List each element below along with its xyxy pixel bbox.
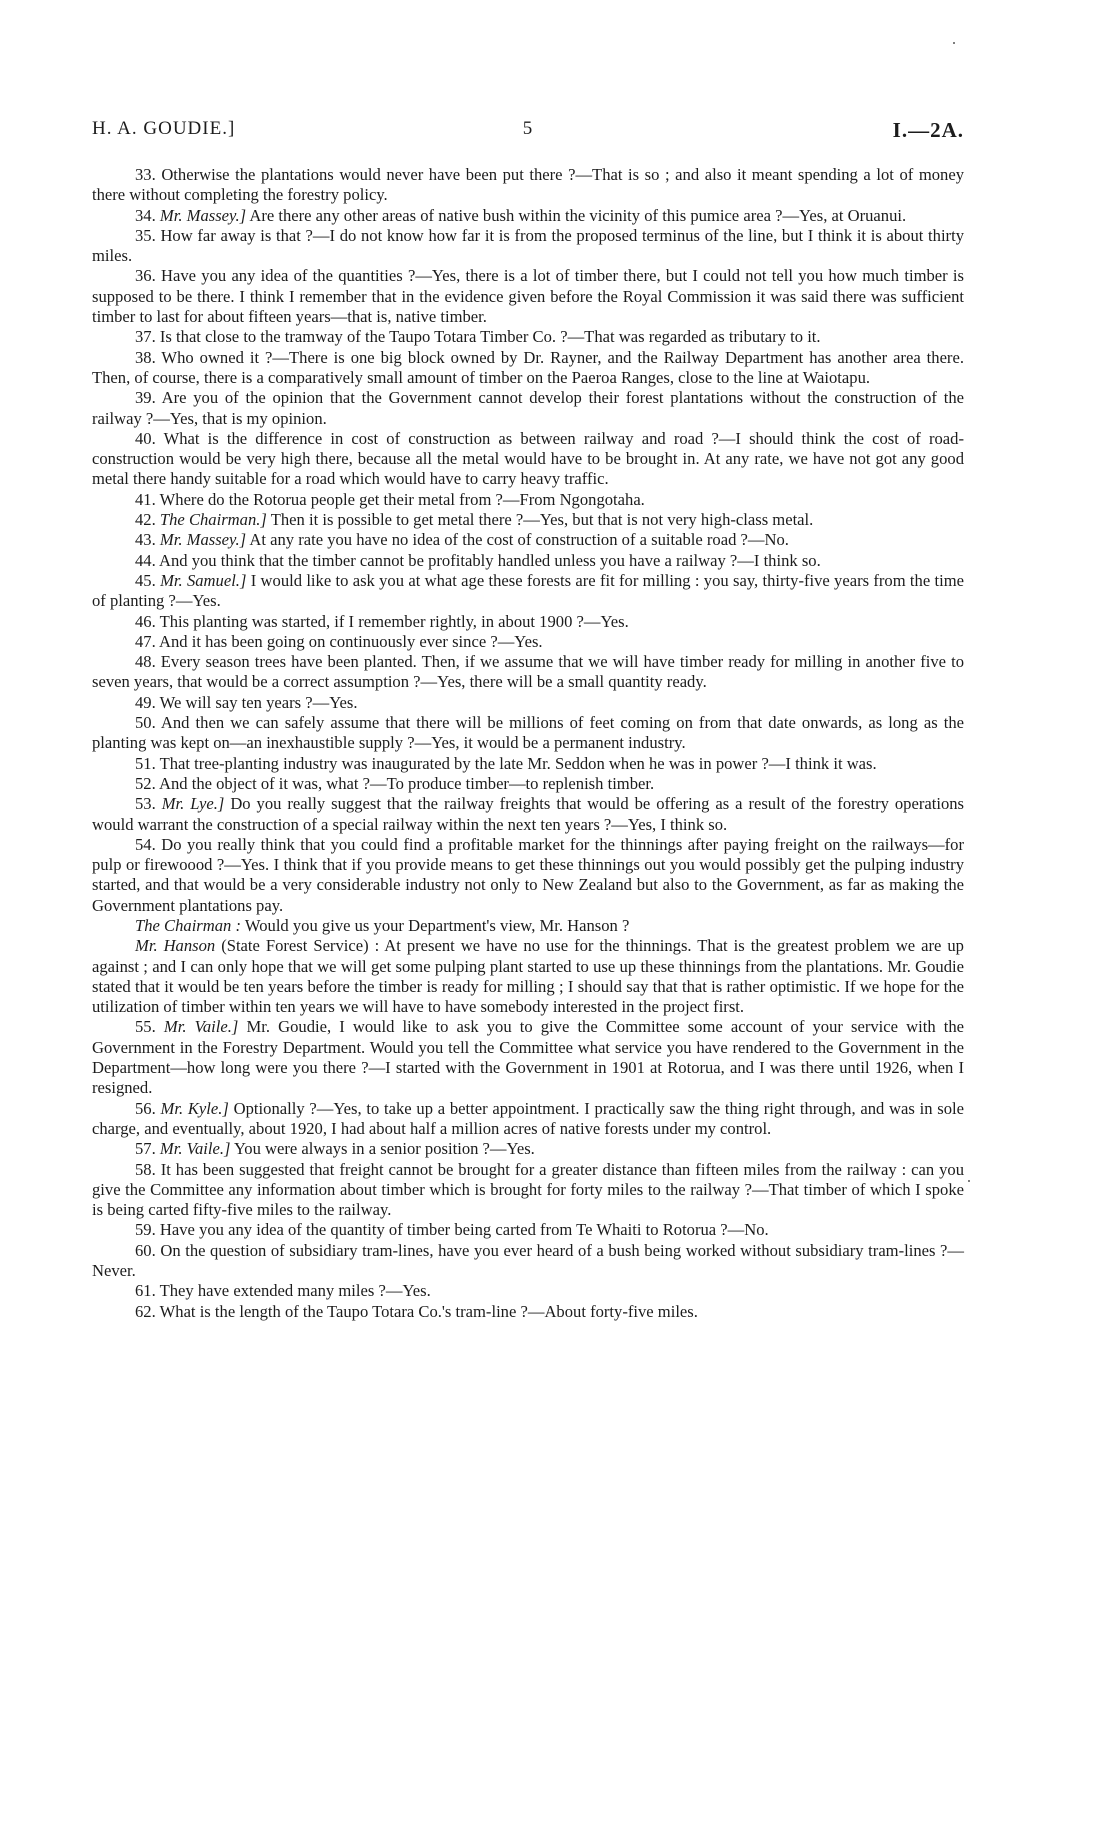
question-number: 56. xyxy=(135,1098,156,1118)
question-number: 57. xyxy=(135,1139,156,1159)
transcript-paragraph xyxy=(92,206,964,226)
question-number: 43. xyxy=(135,530,156,550)
speaker-name: Mr. Samuel.] xyxy=(160,570,247,590)
document-reference: I.—2A. xyxy=(892,118,964,142)
question-number: 58. xyxy=(135,1159,156,1179)
transcript-paragraph xyxy=(92,713,964,754)
speaker-name: Mr. Hanson xyxy=(135,936,216,956)
transcript-paragraph xyxy=(92,1017,964,1098)
question-number: 36. xyxy=(135,266,156,286)
transcript-paragraph xyxy=(92,348,964,389)
paragraph-text: Do you really suggest that the railway freights that would be offering as a result of the forestry operations would warrant the construction of a special railway within the next ten years ?—Yes, I think so. xyxy=(92,794,964,834)
paragraph-text: And then we can safely assume that there will be millions of feet coming on from that date onwards, as long as the planting was kept on—an inexhaustible supply ?—Yes, it would be a permanent industry. xyxy=(92,713,964,753)
question-number: 53. xyxy=(135,794,156,814)
question-number: 61. xyxy=(135,1281,156,1301)
transcript-paragraph xyxy=(92,510,964,530)
question-number: 47. xyxy=(135,631,156,651)
transcript-paragraph xyxy=(92,1241,964,1282)
question-number: 52. xyxy=(135,773,156,793)
paragraph-text: We will say ten years ?—Yes. xyxy=(159,692,358,712)
transcript-paragraph xyxy=(92,1099,964,1140)
paragraph-text: Mr. Goudie, I would like to ask you to give the Committee some account of your service with the Government in the Forestry Department. Would you tell the Committee what service you have rendered to the Government in the Department—how long were you there ?—I started with the Government in 1901 at Rotorua, and I was there until 1926, when I resigned. xyxy=(92,1017,964,1098)
question-number: 41. xyxy=(135,489,156,509)
page-number: 5 xyxy=(522,118,534,139)
transcript-paragraph xyxy=(92,429,964,490)
question-number: 33. xyxy=(135,165,156,184)
transcript-paragraph xyxy=(92,226,964,267)
transcript-paragraph xyxy=(92,693,964,713)
paragraph-text: Every season trees have been planted. Then, if we assume that we will have timber ready for milling in another five to seven years, that would be a correct assumption ?—Yes, there will be a small quantity ready. xyxy=(92,652,964,692)
transcript-paragraph xyxy=(92,1220,964,1240)
transcript-paragraph xyxy=(92,551,964,571)
paragraph-text: On the question of subsidiary tram-lines, have you ever heard of a bush being worked without subsidiary tram-lines ?—Never. xyxy=(92,1240,964,1281)
speaker-name: Mr. Vaile.] xyxy=(163,1017,239,1037)
question-number: 38. xyxy=(135,347,156,367)
question-number: 54. xyxy=(135,834,156,854)
question-number: 51. xyxy=(135,753,156,773)
question-number: 44. xyxy=(135,550,156,570)
question-number: 34. xyxy=(135,205,156,225)
transcript-paragraph xyxy=(92,612,964,632)
question-number: 37. xyxy=(135,327,156,347)
paragraph-text: Have you any idea of the quantity of timber being carted from Te Whaiti to Rotorua ?—No. xyxy=(159,1220,769,1240)
transcript-body xyxy=(92,165,964,1322)
transcript-paragraph xyxy=(92,1281,964,1301)
question-number: 45. xyxy=(135,570,156,590)
question-number: 55. xyxy=(135,1017,156,1037)
paragraph-text: How far away is that ?—I do not know how far it is from the proposed terminus of the line, but I think it is about thirty miles. xyxy=(92,225,964,266)
paragraph-text: Where do the Rotorua people get their metal from ?—From Ngongotaha. xyxy=(159,489,645,509)
transcript-paragraph xyxy=(92,916,964,936)
scan-speck xyxy=(968,1180,970,1182)
paragraph-text: You were always in a senior position ?—Yes. xyxy=(233,1139,535,1159)
transcript-paragraph xyxy=(92,774,964,794)
paragraph-text: At any rate you have no idea of the cost of construction of a suitable road ?—No. xyxy=(249,530,789,550)
paragraph-text: And you think that the timber cannot be profitably handled unless you have a railway ?—I think so. xyxy=(158,550,821,570)
paragraph-text: I would like to ask you at what age these forests are fit for milling : you say, thirty-five years from the time of planting ?—Yes. xyxy=(92,570,964,611)
question-number: 50. xyxy=(135,713,156,733)
transcript-paragraph xyxy=(92,266,964,327)
paragraph-text: Are there any other areas of native bush within the vicinity of this pumice area ?—Yes, at Oruanui. xyxy=(249,205,907,225)
paragraph-text: What is the difference in cost of construction as between railway and road ?—I should think the cost of road-construction would be very high there, because all the metal would have to be brought in. At any rate, we have not got any good metal there handy suitable for a road which would have to carry heavy traffic. xyxy=(92,428,964,489)
paragraph-text: What is the length of the Taupo Totara Co.'s tram-line ?—About forty-five miles. xyxy=(159,1301,698,1321)
paragraph-text: Have you any idea of the quantities ?—Yes, there is a lot of timber there, but I could not tell you how much timber is supposed to be there. I think I remember that in the evidence given before the Royal Commission it was said there was sufficient timber to last for about fifteen years—that is, native timber. xyxy=(92,266,964,327)
transcript-paragraph xyxy=(92,652,964,693)
transcript-paragraph xyxy=(92,754,964,774)
transcript-paragraph xyxy=(92,835,964,916)
speaker-name: Mr. Massey.] xyxy=(159,205,247,225)
question-number: 40. xyxy=(135,428,156,448)
paragraph-text: (State Forest Service) : At present we have no use for the thinnings. That is the greatest problem we are up against ; and I can only hope that we will get some pulping plant started to use up these thinnings from the plantations. Mr. Goudie stated that it would be ten years before the timber is ready for milling ; I should say that that is rather optimistic. If we hope for the utilization of timber within ten years we will have to have somebody interested in the project first. xyxy=(92,936,964,1017)
paragraph-text: It has been suggested that freight cannot be brought for a greater distance than fifteen miles from the railway : can you give the Committee any information about timber which is brought for forty miles to the railway ?—That timber of which I spoke is being carted fifty-five miles to the railway. xyxy=(92,1159,964,1220)
speaker-name: Mr. Massey.] xyxy=(159,530,247,550)
paragraph-text: Who owned it ?—There is one big block owned by Dr. Rayner, and the Railway Department has another area there. Then, of course, there is a comparatively small amount of timber on the Paeroa Ranges, close to the line at Waiotapu. xyxy=(92,347,964,387)
transcript-paragraph xyxy=(92,571,964,612)
question-number: 49. xyxy=(135,692,156,712)
paragraph-text: Would you give us your Department's view, Mr. Hanson ? xyxy=(244,915,630,935)
speaker-name: Mr. Vaile.] xyxy=(159,1139,231,1159)
question-number: 39. xyxy=(135,388,156,408)
question-number: 62. xyxy=(135,1301,156,1321)
paragraph-text: Otherwise the plantations would never have been put there ?—That is so ; and also it meant spending a lot of money there without completing the forestry policy. xyxy=(92,165,964,205)
paragraph-text: Optionally ?—Yes, to take up a better appointment. I practically saw the thing right through, and was in sole charge, and eventually, about 1920, I had about half a million acres of native forests under my control. xyxy=(92,1098,965,1138)
paragraph-text: That tree-planting industry was inaugurated by the late Mr. Seddon when he was in power ?—I think it was. xyxy=(159,753,877,773)
question-number: 42. xyxy=(135,510,156,530)
paragraph-text: And it has been going on continuously ever since ?—Yes. xyxy=(158,631,543,651)
paragraph-text: Are you of the opinion that the Government cannot develop their forest plantations without the construction of the railway ?—Yes, that is my opinion. xyxy=(92,388,964,428)
page-header xyxy=(92,118,964,146)
question-number: 35. xyxy=(135,225,156,245)
paragraph-text: And the object of it was, what ?—To produce timber—to replenish timber. xyxy=(158,773,655,793)
speaker-name: Mr. Kyle.] xyxy=(160,1098,229,1118)
transcript-paragraph xyxy=(92,1160,964,1221)
paragraph-text: They have extended many miles ?—Yes. xyxy=(159,1281,431,1301)
transcript-paragraph xyxy=(92,794,964,835)
header-witness-name: H. A. GOUDIE.] xyxy=(92,118,236,139)
transcript-paragraph xyxy=(92,388,964,429)
transcript-paragraph xyxy=(92,530,964,550)
paragraph-text: Is that close to the tramway of the Taupo Totara Timber Co. ?—That was regarded as tributary to it. xyxy=(159,327,821,347)
transcript-paragraph xyxy=(92,327,964,347)
question-number: 60. xyxy=(135,1240,156,1260)
transcript-paragraph xyxy=(92,490,964,510)
transcript-paragraph xyxy=(92,1139,964,1159)
question-number: 59. xyxy=(135,1220,156,1240)
paragraph-text: This planting was started, if I remember rightly, in about 1900 ?—Yes. xyxy=(159,611,629,631)
speaker-name: Mr. Lye.] xyxy=(161,794,225,814)
transcript-paragraph xyxy=(92,165,964,206)
speaker-name: The Chairman.] xyxy=(159,510,267,530)
question-number: 46. xyxy=(135,611,156,631)
speaker-name: The Chairman : xyxy=(135,915,242,935)
paragraph-text: Do you really think that you could find a profitable market for the thinnings after paying freight on the railways—for pulp or firewoood ?—Yes. I think that if you provide means to get these thinnings out you would possibly get the pulping industry started, and that would be a very considerable industry not only to New Zealand but also to the Government, as far as making the Government plantations pay. xyxy=(92,834,964,915)
transcript-paragraph xyxy=(92,936,964,1017)
paragraph-text: Then it is possible to get metal there ?—Yes, but that is not very high-class metal. xyxy=(270,510,814,530)
transcript-paragraph xyxy=(92,632,964,652)
scan-speck xyxy=(953,42,955,44)
question-number: 48. xyxy=(135,652,156,672)
transcript-paragraph xyxy=(92,1302,964,1322)
